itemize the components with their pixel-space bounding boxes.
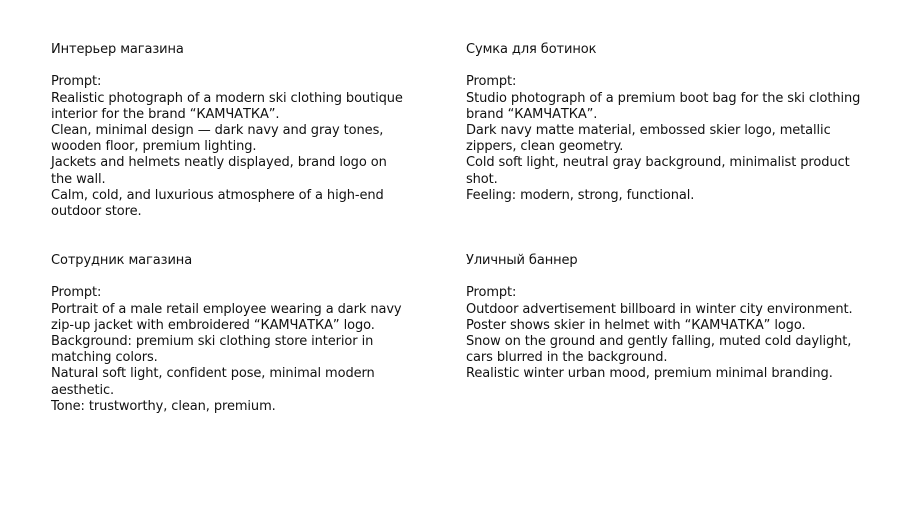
prompt-label: Prompt:: [466, 285, 517, 301]
prompt-line: Tone: trustworthy, clean, premium.: [51, 398, 276, 414]
prompt-line: Dark navy matte material, embossed skier logo, metallic zippers, clean geometry.: [466, 123, 831, 155]
prompt-line: Clean, minimal design — dark navy and gray tones, wooden floor, premium lighting.: [51, 123, 384, 155]
prompt-line: Calm, cold, and luxurious atmosphere of a high-end outdoor store.: [51, 187, 384, 220]
prompt-label: Prompt:: [51, 285, 102, 301]
prompt-line: Portrait of a male retail employee wearing a dark navy zip-up jacket with embroidered “КАМЧАТКА” logo.: [51, 301, 402, 333]
prompt-label: Prompt:: [51, 74, 102, 90]
prompt-line: Realistic photograph of a modern ski clothing boutique interior for the brand “КАМЧАТКА”.: [51, 90, 403, 122]
prompt-label: Prompt:: [466, 74, 517, 90]
section-store-interior: [51, 42, 411, 220]
section-boot-bag: [466, 42, 876, 204]
prompt-line: Natural soft light, confident pose, minimal modern aesthetic.: [51, 366, 375, 398]
section-street-banner: [466, 253, 876, 383]
prompt-line: Jackets and helmets neatly displayed, brand logo on the wall.: [51, 155, 387, 187]
section-title: Сумка для ботинок: [466, 42, 597, 57]
prompt-line: Snow on the ground and gently falling, muted cold daylight, cars blurred in the background.: [466, 334, 852, 366]
prompt-line: Poster shows skier in helmet with “КАМЧАТКА” logo.: [466, 317, 806, 333]
section-title: Сотрудник магазина: [51, 253, 193, 268]
prompt-line: Studio photograph of a premium boot bag for the ski clothing brand “КАМЧАТКА”.: [466, 90, 861, 122]
prompt-line: Cold soft light, neutral gray background, minimalist product shot.: [466, 155, 850, 187]
prompt-line: Outdoor advertisement billboard in winter city environment.: [466, 301, 853, 317]
prompt-line: Feeling: modern, strong, functional.: [466, 187, 695, 203]
section-store-employee: [51, 253, 411, 415]
prompt-line: Background: premium ski clothing store interior in matching colors.: [51, 334, 374, 366]
section-title: Интерьер магазина: [51, 42, 184, 57]
prompt-line: Realistic winter urban mood, premium minimal branding.: [466, 366, 833, 382]
section-title: Уличный баннер: [466, 253, 578, 268]
